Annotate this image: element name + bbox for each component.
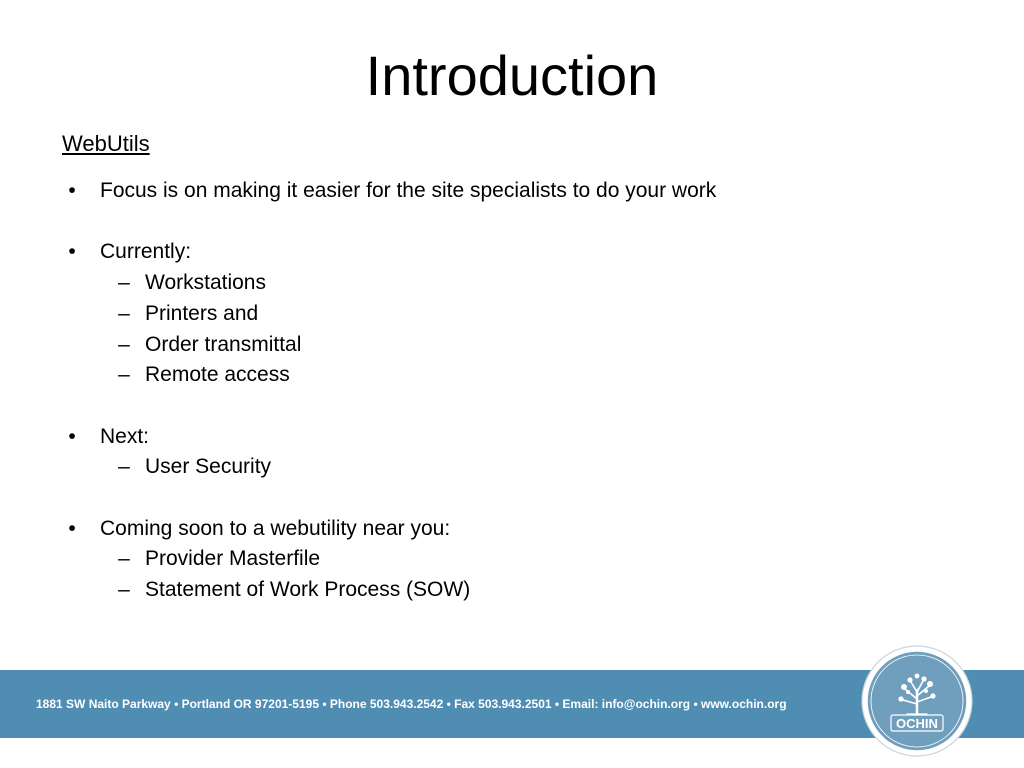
slide-title: Introduction (365, 44, 659, 107)
sub-item-text: Provider Masterfile (145, 547, 321, 570)
logo-wordmark: OCHIN (896, 716, 938, 731)
bullet-item (68, 423, 150, 451)
bullet-text: Currently: (100, 240, 192, 263)
footer-contact-text: 1881 SW Naito Parkway • Portland OR 97201-5195 • Phone 503.943.2542 • Fax 503.943.2501 • Email: info@ochin.org • www.ochin.org (36, 697, 787, 711)
ochin-logo (860, 644, 974, 758)
sub-item-text: Workstations (145, 271, 266, 294)
bullet-marker: • (68, 179, 76, 202)
bullet-marker: • (68, 425, 76, 448)
dash-marker: – (118, 578, 130, 601)
bullet-item (68, 515, 451, 543)
bullet-text: Focus is on making it easier for the site specialists to do your work (100, 179, 717, 202)
sub-item-text: Order transmittal (145, 333, 302, 356)
sub-item-text: Printers and (145, 302, 259, 325)
sub-item (118, 269, 266, 297)
sub-item (118, 576, 471, 604)
bullet-text: Coming soon to a webutility near you: (100, 517, 451, 540)
sub-item-text: Statement of Work Process (SOW) (145, 578, 471, 601)
dash-marker: – (118, 302, 130, 325)
sub-item-text: User Security (145, 455, 272, 478)
dash-marker: – (118, 363, 130, 386)
sub-item-text: Remote access (145, 363, 290, 386)
dash-marker: – (118, 271, 130, 294)
bullet-marker: • (68, 517, 76, 540)
bullet-item (68, 238, 192, 266)
dash-marker: – (118, 333, 130, 356)
sub-item (118, 361, 290, 389)
sub-item (118, 453, 272, 481)
section-heading: WebUtils (62, 131, 150, 156)
dash-marker: – (118, 547, 130, 570)
dash-marker: – (118, 455, 130, 478)
sub-item (118, 545, 321, 573)
sub-item (118, 331, 302, 359)
bullet-marker: • (68, 240, 76, 263)
bullet-item (68, 177, 717, 205)
sub-item (118, 300, 259, 328)
bullet-text: Next: (100, 425, 150, 448)
